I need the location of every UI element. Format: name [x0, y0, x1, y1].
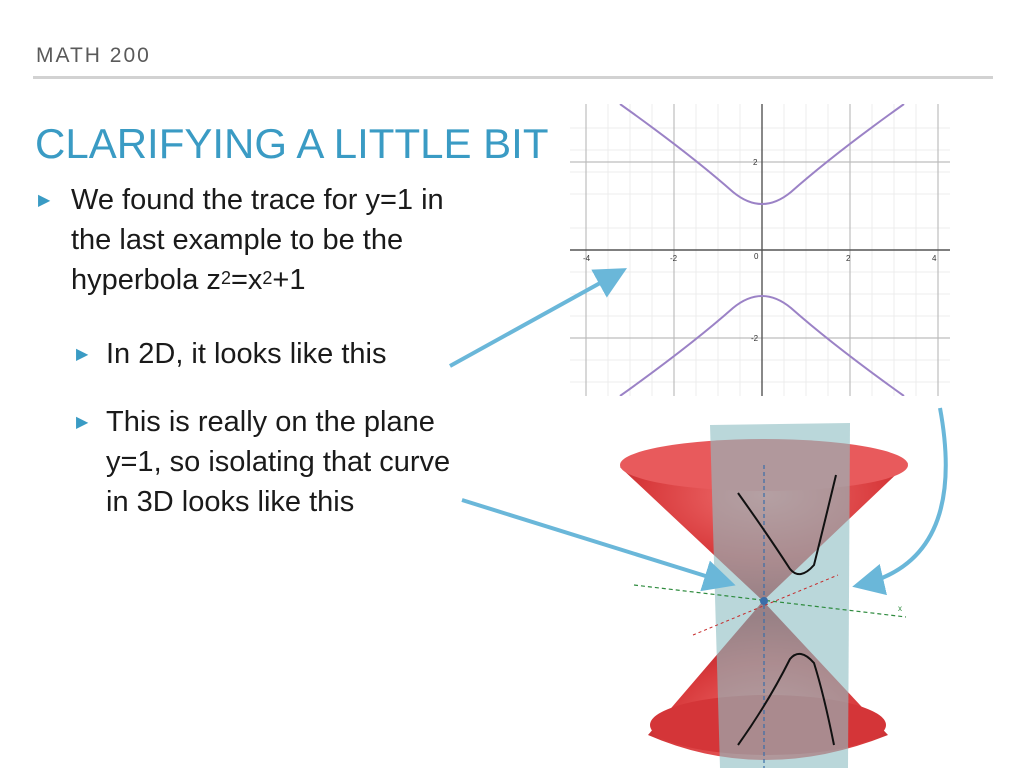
- bullet-trace-text-3: +1: [272, 264, 306, 296]
- bullet-3d: [34, 402, 474, 522]
- bullet-trace: [34, 180, 474, 300]
- x-tick-label: 0: [754, 252, 759, 261]
- y-tick-label: -2: [751, 334, 759, 343]
- x-tick-label: 4: [932, 254, 937, 263]
- exponent: 2: [220, 268, 231, 288]
- bullet-trace-text-2: =x: [230, 264, 263, 296]
- bullet-2d-text: In 2D, it looks like this: [106, 338, 387, 370]
- slide-title: CLARIFYING A LITTLE BIT: [35, 120, 549, 167]
- bullet-arrow-icon: ▶: [76, 346, 89, 363]
- y-tick-label: 2: [753, 158, 758, 167]
- bullet-trace-text: We found the trace for y=1 in the last example to be the hyperbola z: [71, 184, 444, 296]
- x-tick-label: -4: [583, 254, 591, 263]
- x-tick-label: -2: [670, 254, 678, 263]
- x-axis-label: x: [898, 604, 902, 613]
- hyperbola-2d-graph: [570, 104, 950, 396]
- exponent: 2: [262, 268, 273, 288]
- bullet-3d-text: This is really on the plane y=1, so isolating that curve in 3D looks like this: [106, 406, 451, 518]
- plane-y1: [710, 423, 850, 768]
- x-tick-label: 2: [846, 254, 851, 263]
- bullet-list: [34, 180, 474, 522]
- course-label: MATH 200: [36, 44, 151, 67]
- header-divider: [33, 76, 993, 79]
- origin-point: [760, 597, 768, 605]
- cone-3d-figure: [618, 405, 918, 768]
- bullet-arrow-icon: ▶: [38, 192, 51, 209]
- bullet-2d: [34, 334, 474, 374]
- bullet-arrow-icon: ▶: [76, 414, 89, 431]
